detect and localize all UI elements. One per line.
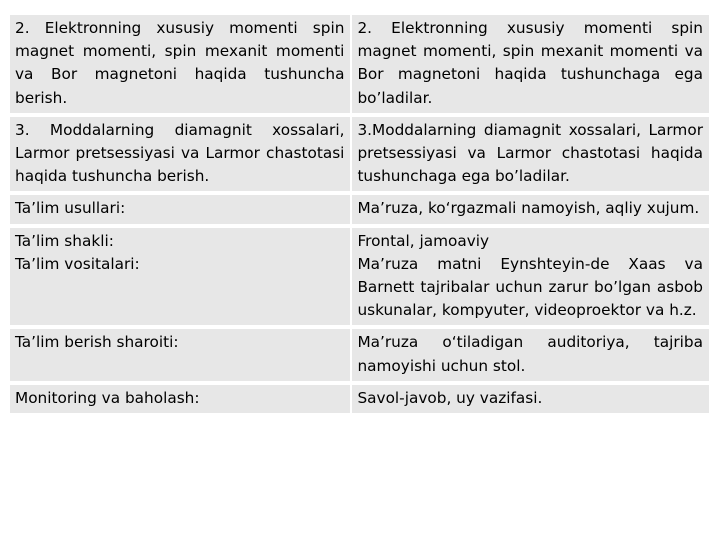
cell-label: Ta’lim shakli: — [15, 231, 114, 250]
table-cell-right — [352, 117, 709, 192]
table-row-monitoring — [10, 385, 709, 413]
cell-text: 2. Elektronning xususiy momenti spin magnet momenti, spin mexanit momenti va Bor magnetoni haqida tushunchaga ega bo’ladilar. — [357, 19, 703, 107]
cell-label: Ta’lim vositalari: — [15, 254, 140, 273]
table-cell-left — [10, 228, 350, 326]
table-row-objective-3 — [10, 117, 709, 192]
cell-text: 3.Moddalarning diamagnit xossalari, Larmor pretsessiyasi va Larmor chastotasi haqida tushunchaga ega bo’ladilar. — [357, 120, 703, 186]
table-cell-left — [10, 117, 350, 192]
table-cell-left — [10, 15, 350, 113]
cell-label: Monitoring va baholash: — [15, 388, 200, 407]
cell-value: Savol-javob, uy vazifasi. — [357, 388, 543, 407]
table-row-conditions — [10, 329, 709, 380]
table-row-form-and-tools — [10, 228, 709, 326]
cell-label: Ta’lim usullari: — [15, 199, 126, 218]
cell-value: Frontal, jamoaviy — [357, 231, 490, 250]
table-cell-right — [352, 15, 709, 113]
cell-text: 3. Moddalarning diamagnit xossalari, Larmor pretsessiyasi va Larmor chastotasi haqida tushuncha berish. — [15, 120, 345, 186]
table-cell-left — [10, 385, 350, 413]
cell-value: Ma’ruza matni Eynshteyin-de Xaas va Barnett tajribalar uchun zarur bo’lgan asbob uskunalar, kompyuter, videoproektor va h.z. — [357, 254, 703, 320]
cell-text: 2. Elektronning xususiy momenti spin magnet momenti, spin mexanit momenti va Bor magnetoni haqida tushuncha berish. — [15, 19, 345, 107]
lesson-info-table — [8, 11, 711, 417]
cell-value: Ma’ruza, ko‘rgazmali namoyish, aqliy xujum. — [357, 199, 700, 218]
table-cell-right — [352, 329, 709, 380]
table-cell-right — [352, 195, 709, 223]
table-row-objective-2 — [10, 15, 709, 113]
cell-value: Ma’ruza o‘tiladigan auditoriya, tajriba namoyishi uchun stol. — [357, 333, 703, 375]
table-row-methods — [10, 195, 709, 223]
table-cell-right — [352, 385, 709, 413]
table-cell-left — [10, 329, 350, 380]
table-cell-left — [10, 195, 350, 223]
cell-label: Ta’lim berish sharoiti: — [15, 333, 179, 352]
table-cell-right — [352, 228, 709, 326]
